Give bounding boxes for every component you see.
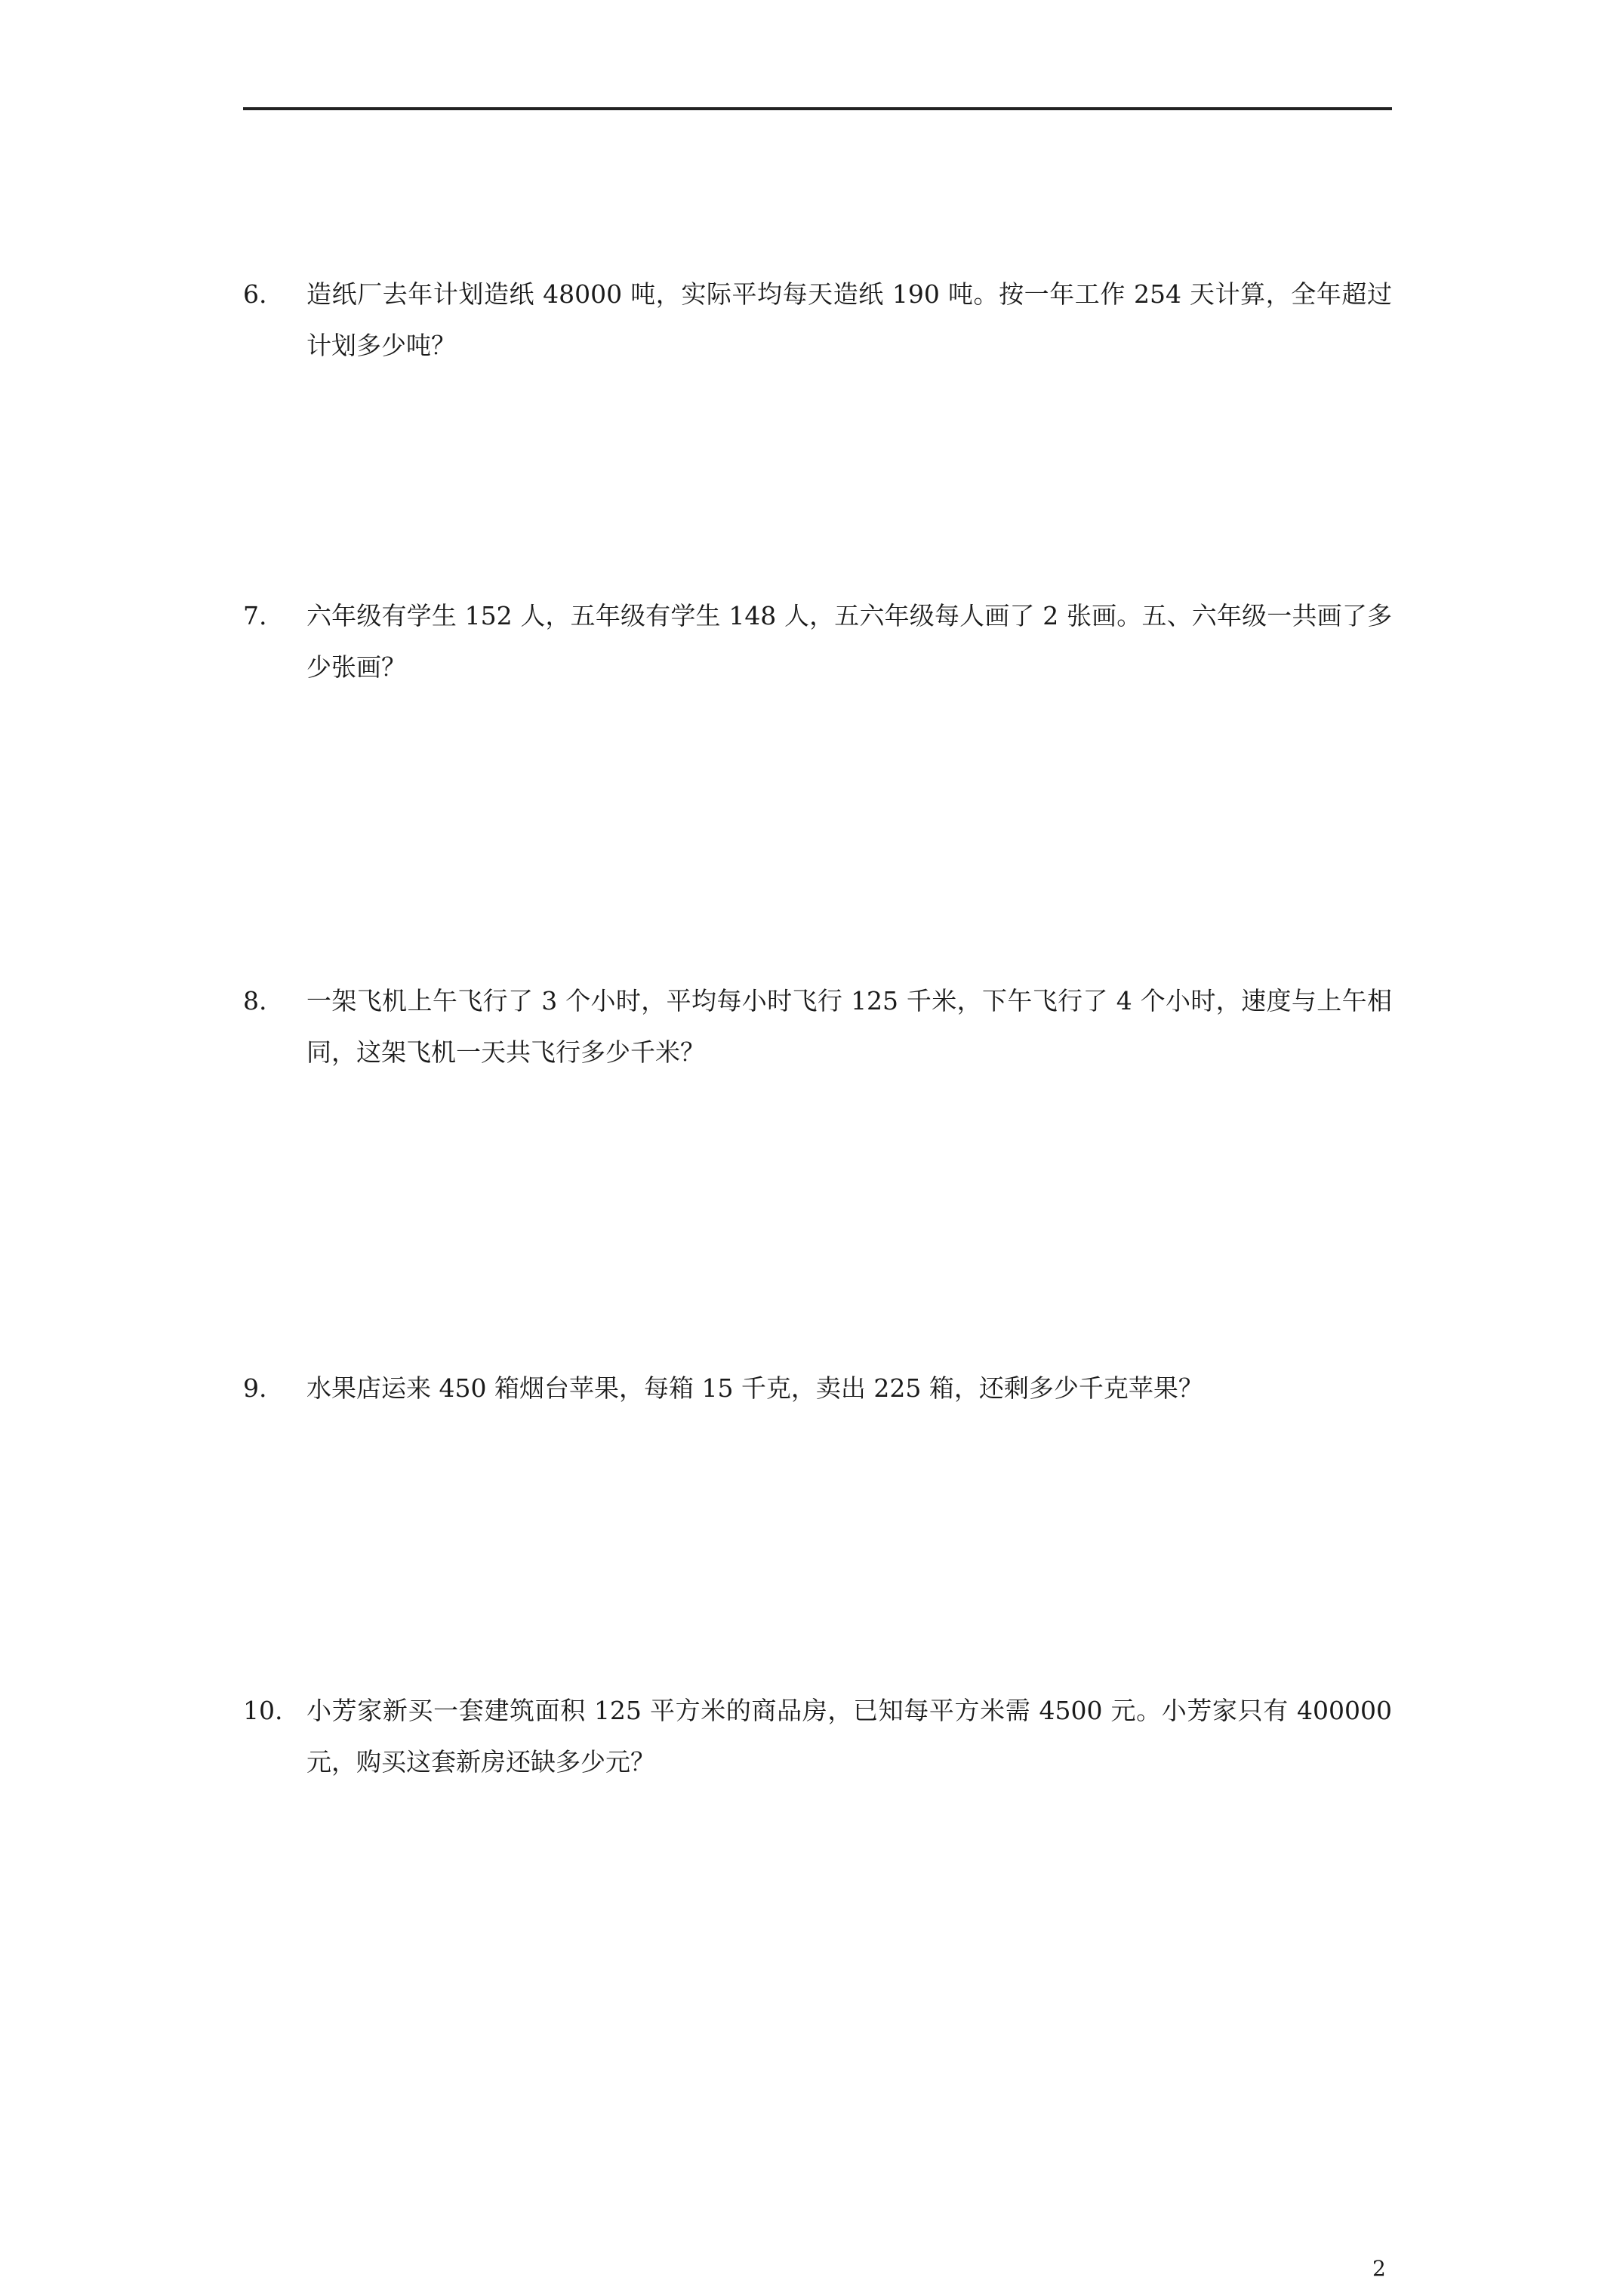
question-text: 水果店运来 450 箱烟台苹果，每箱 15 千克，卖出 225 箱，还剩多少千克苹果？ xyxy=(306,1373,1203,1403)
question-number: 7. xyxy=(243,601,267,630)
question-10 xyxy=(243,1685,1392,1788)
page-number: 2 xyxy=(1372,2256,1386,2281)
question-6 xyxy=(243,269,1392,371)
question-text: 小芳家新买一套建筑面积 125 平方米的商品房，已知每平方米需 4500 元。小芳家只有 400000 元，购买这套新房还缺多少元？ xyxy=(306,1696,1392,1777)
question-9 xyxy=(243,1363,1392,1414)
question-text: 一架飞机上午飞行了 3 个小时，平均每小时飞行 125 千米，下午飞行了 4 个小时，速度与上午相同，这架飞机一天共飞行多少千米？ xyxy=(306,986,1392,1067)
question-number: 10. xyxy=(243,1696,283,1725)
question-8 xyxy=(243,975,1392,1078)
header-rule xyxy=(243,107,1392,110)
question-text: 造纸厂去年计划造纸 48000 吨，实际平均每天造纸 190 吨。按一年工作 254 天计算，全年超过计划多少吨？ xyxy=(306,279,1392,360)
question-7 xyxy=(243,590,1392,693)
question-number: 6. xyxy=(243,279,267,309)
question-text: 六年级有学生 152 人，五年级有学生 148 人，五六年级每人画了 2 张画。五、六年级一共画了多少张画？ xyxy=(306,601,1392,682)
question-number: 8. xyxy=(243,986,267,1015)
question-number: 9. xyxy=(243,1373,267,1403)
